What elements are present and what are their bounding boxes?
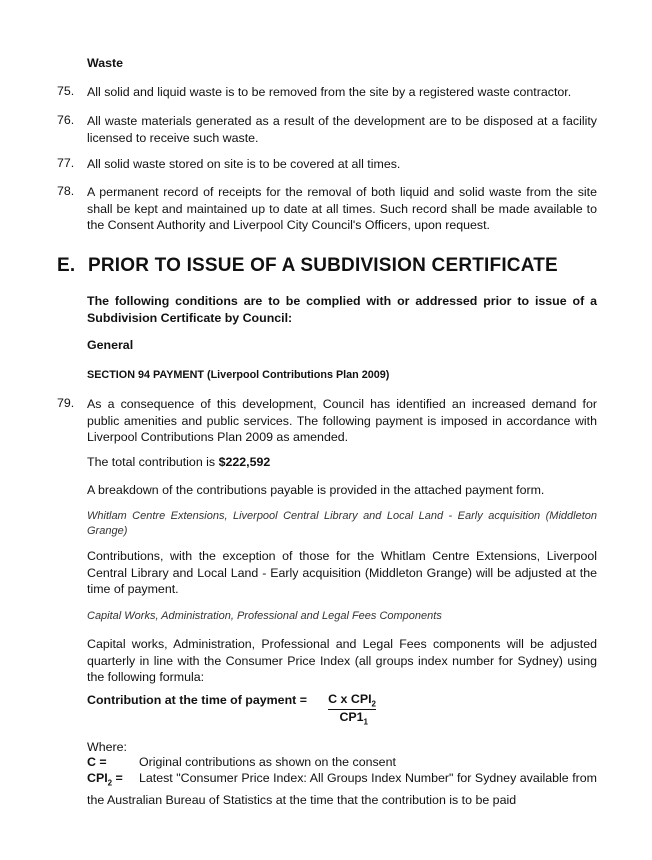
section-heading bbox=[57, 255, 558, 277]
breakdown-text: A breakdown of the contributions payable is provided in the attached payment form. bbox=[87, 483, 545, 497]
item-78-number: 78. bbox=[57, 184, 75, 198]
intro-text: The following conditions are to be complied with or addressed prior to issue of a Subdivision Certificate by Council: bbox=[87, 294, 597, 325]
item-78-text: A permanent record of receipts for the removal of both liquid and solid waste from the site shall be kept and maintained up to date at all times. Such record shall be made available to the Consent Authority and Liverpool City Council's Officers, upon request. bbox=[87, 185, 597, 232]
definition-c bbox=[87, 754, 597, 771]
item-79-number: 79. bbox=[57, 396, 75, 410]
section-letter: E. bbox=[57, 255, 76, 276]
item-79-text: As a consequence of this development, Council has identified an increased demand for public amenities and public services. The following payment is imposed in accordance with Liverpool Contributions Plan 2009 as amended. bbox=[87, 397, 597, 444]
s94-heading: SECTION 94 PAYMENT (Liverpool Contributions Plan 2009) bbox=[87, 369, 390, 381]
section-title: PRIOR TO ISSUE OF A SUBDIVISION CERTIFICATE bbox=[88, 255, 558, 276]
total-value: $222,592 bbox=[218, 455, 271, 469]
item-75-number: 75. bbox=[57, 84, 75, 98]
definition-cpi bbox=[87, 770, 597, 808]
definition-c-text: Original contributions as shown on the consent bbox=[139, 755, 396, 769]
formula-numerator: C x $CPI_2$ bbox=[328, 692, 376, 709]
item-76-number: 76. bbox=[57, 113, 75, 127]
waste-heading: Waste bbox=[87, 56, 124, 70]
item-76-text: All waste materials generated as a result of the development are to be disposed at a facility licensed to receive such waste. bbox=[87, 114, 597, 145]
contributions-paragraph: Contributions, with the exception of those for the Whitlam Centre Extensions, Liverpool Central Library and Local Land - Early acquisition (Middleton Grange) will be adjusted at the time of payment. bbox=[87, 549, 597, 596]
general-heading: General bbox=[87, 338, 134, 352]
formula-fraction bbox=[316, 692, 376, 727]
italic-whitlam: Whitlam Centre Extensions, Liverpool Central Library and Local Land - Early acquisition (Middleton Grange) bbox=[87, 510, 597, 537]
formula-label: Contribution at the time of payment = bbox=[87, 693, 307, 707]
definition-cpi-label: $CPI_2$ = bbox=[87, 771, 123, 788]
formula-denominator: $CP1_1$ bbox=[339, 710, 368, 727]
total-contribution bbox=[87, 454, 597, 471]
italic-capital-works: Capital Works, Administration, Professional and Legal Fees Components bbox=[87, 610, 442, 622]
item-75-text: All solid and liquid waste is to be removed from the site by a registered waste contractor. bbox=[87, 85, 572, 99]
total-label: The total contribution is bbox=[87, 455, 219, 469]
item-77-text: All solid waste stored on site is to be covered at all times. bbox=[87, 157, 401, 171]
item-77-number: 77. bbox=[57, 156, 75, 170]
definition-cpi-text: Latest "Consumer Price Index: All Groups Index Number" for Sydney available from the Australian Bureau of Statistics at the time that the contribution is to be paid bbox=[87, 771, 597, 807]
definition-c-label: C = bbox=[87, 755, 107, 769]
capital-works-paragraph: Capital works, Administration, Professional and Legal Fees components will be adjusted quarterly in line with the Consumer Price Index (all groups index number for Sydney) using the following formula: bbox=[87, 637, 597, 684]
where-label: Where: bbox=[87, 740, 127, 754]
